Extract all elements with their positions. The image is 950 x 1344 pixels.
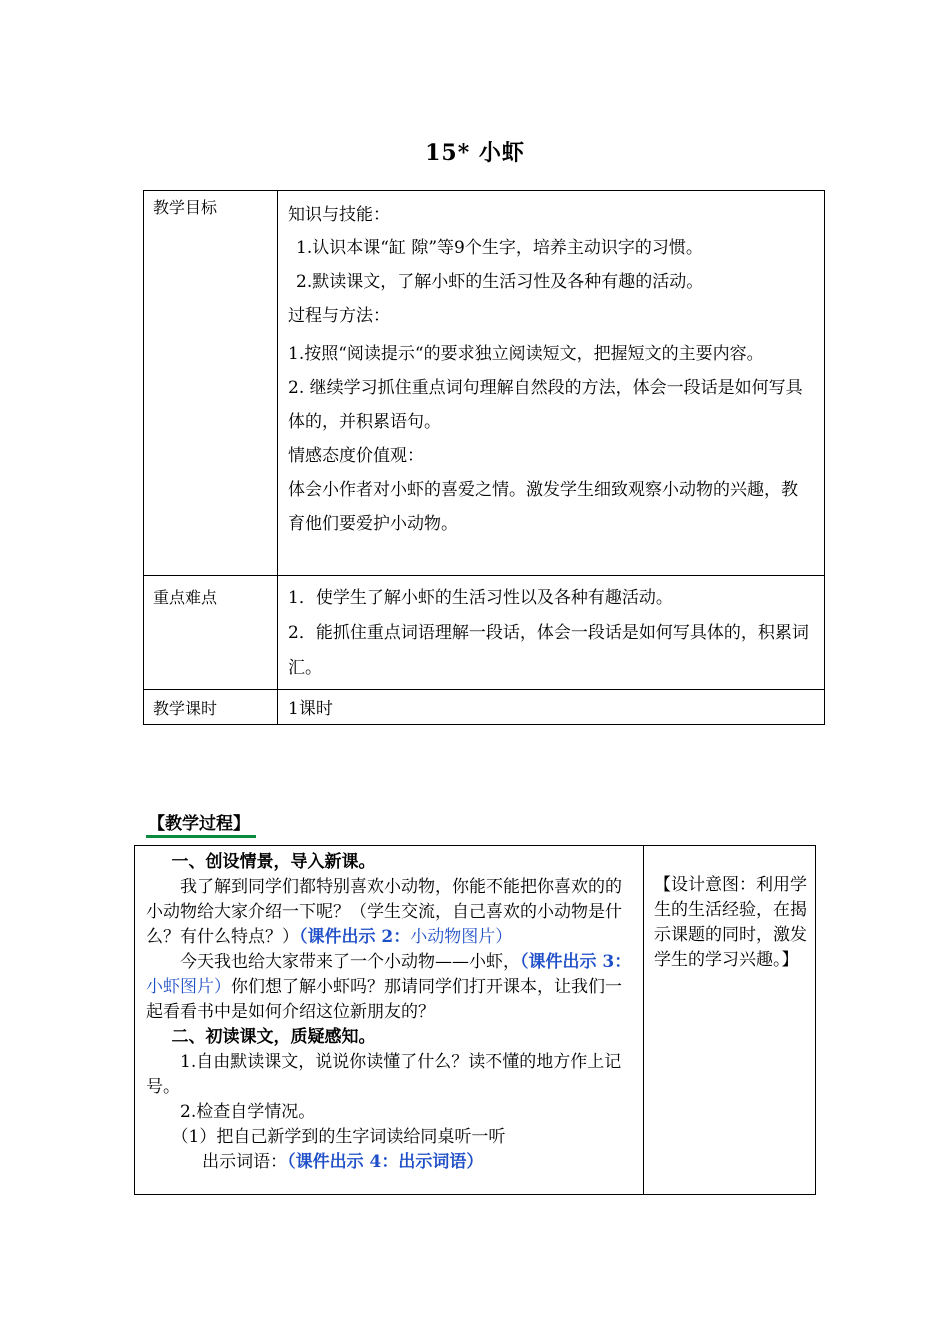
page-title: 15* 小虾	[425, 140, 525, 166]
emotion-heading: 情感态度价值观：	[288, 446, 424, 466]
process-item-1: 1.按照“阅读提示“的要求独立阅读短文，把握短文的主要内容。	[288, 344, 764, 364]
step2-item-2: 2.检查自学情况。	[180, 1102, 316, 1122]
step1-text-a: 我了解到同学们都特别喜欢小动物，你能不能把你喜欢的的小动物给大家介绍一下呢？（学生交流，自己喜欢的小动物是什么？有什么特点？）	[146, 877, 622, 947]
step1-text-c: 你们想了解小虾吗？那请同学们打开课本，让我们一起看看书中是如何介绍这位新朋友的？	[146, 977, 622, 1022]
courseware-3-desc: 小虾图片）	[146, 977, 231, 997]
keypoint-2: 2．能抓住重点词语理解一段话，体会一段话是如何写具体的，积累词汇。	[288, 623, 809, 678]
step1-paragraph-a	[146, 875, 636, 950]
courseware-4: （课件出示 4：出示词语）	[287, 1152, 484, 1172]
step2-words-line	[146, 1150, 636, 1175]
step2-item-1: 1.自由默读课文，说说你读懂了什么？读不懂的地方作上记号。	[146, 1052, 622, 1097]
process-row	[135, 846, 816, 1195]
design-note: 【设计意图：利用学生的生活经验，在揭示课题的同时，激发学生的学习兴趣。】	[644, 846, 816, 1195]
objectives-row	[144, 191, 825, 576]
keypoints-row	[144, 576, 825, 690]
keypoint-1: 1．使学生了解小虾的生活习性以及各种有趣活动。	[288, 588, 673, 608]
keypoints-content	[278, 576, 825, 690]
courseware-3-label: （课件出示 3：	[520, 952, 632, 972]
step2-sub-1: （1）把自己新学到的生字词读给同桌听一听	[171, 1127, 506, 1147]
hours-row	[144, 690, 825, 725]
objectives-table	[143, 190, 825, 725]
step2-words-label: 出示词语：	[202, 1152, 288, 1172]
process-item-2: 2. 继续学习抓住重点词句理解自然段的方法，体会一段话是如何写具体的，并积累语句。	[288, 378, 803, 432]
knowledge-heading: 知识与技能：	[288, 205, 390, 225]
objectives-content	[278, 191, 825, 576]
process-table	[134, 845, 816, 1195]
process-section-title: 【教学过程】	[146, 809, 256, 838]
objectives-label: 教学目标	[144, 191, 278, 576]
process-main-content	[135, 846, 644, 1195]
emotion-item-1: 体会小作者对小虾的喜爱之情。激发学生细致观察小动物的兴趣，教育他们要爱护小动物。	[288, 480, 798, 534]
hours-label: 教学课时	[144, 690, 278, 725]
courseware-2-label: （课件出示 2：	[299, 927, 411, 947]
keypoints-label: 重点难点	[144, 576, 278, 690]
knowledge-item-2: 2.默读课文，了解小虾的生活习性及各种有趣的活动。	[296, 272, 704, 292]
courseware-2-desc: 小动物图片）	[410, 927, 513, 947]
step1-text-b: 今天我也给大家带来了一个小动物——小虾，	[180, 952, 520, 972]
hours-value: 1课时	[278, 690, 825, 725]
step1-heading: 一、创设情景，导入新课。	[171, 852, 376, 872]
step1-paragraph-b	[146, 950, 636, 1025]
process-heading: 过程与方法：	[288, 306, 390, 326]
step2-heading: 二、初读课文，质疑感知。	[171, 1027, 376, 1047]
knowledge-item-1: 1.认识本课“缸 隙”等9个生字，培养主动识字的习惯。	[296, 238, 703, 258]
